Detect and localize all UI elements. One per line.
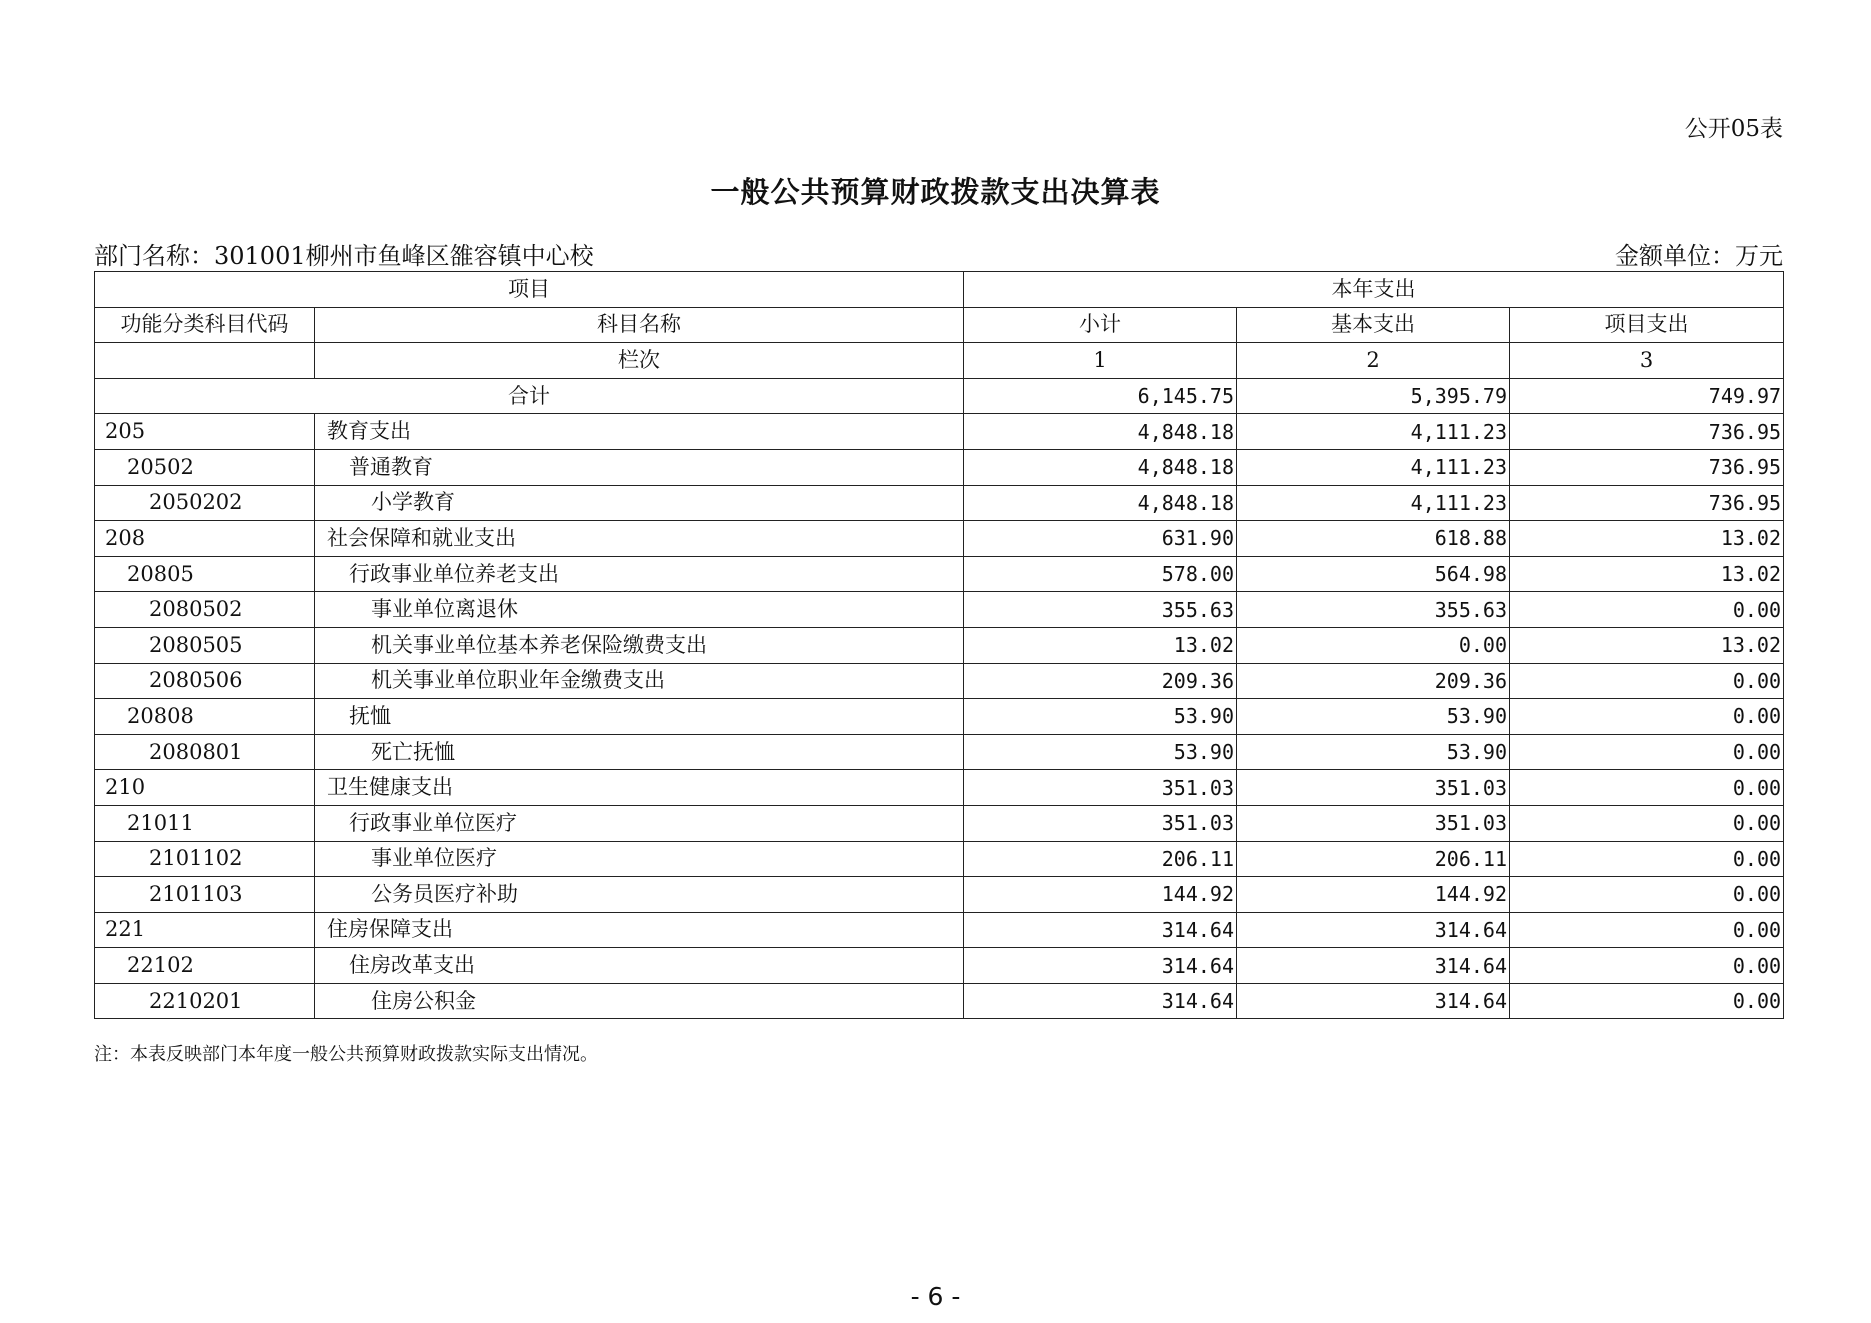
table-row: [95, 521, 1784, 557]
row-code: 20805: [95, 556, 315, 592]
row-name: 行政事业单位养老支出: [315, 556, 964, 592]
row-project: 736.95: [1510, 485, 1784, 521]
row-code: 2210201: [95, 983, 315, 1019]
row-code: 2080505: [95, 627, 315, 663]
row-code: 20502: [95, 449, 315, 485]
row-basic: 4,111.23: [1237, 414, 1510, 450]
row-code: 2101102: [95, 841, 315, 877]
table-row: [95, 414, 1784, 450]
row-basic: 4,111.23: [1237, 485, 1510, 521]
row-subtotal: 314.64: [964, 912, 1237, 948]
header-project: 项目支出: [1510, 307, 1784, 343]
amount-unit: 金额单位：万元: [1615, 242, 1783, 270]
row-name: 住房保障支出: [315, 912, 964, 948]
table-row: [95, 983, 1784, 1019]
row-project: 736.95: [1510, 449, 1784, 485]
row-code: 2080801: [95, 734, 315, 770]
row-subtotal: 351.03: [964, 805, 1237, 841]
header-subtotal: 小计: [964, 307, 1237, 343]
row-subtotal: 53.90: [964, 699, 1237, 735]
table-row: [95, 948, 1784, 984]
row-name: 行政事业单位医疗: [315, 805, 964, 841]
row-project: 736.95: [1510, 414, 1784, 450]
row-subtotal: 578.00: [964, 556, 1237, 592]
row-basic: 0.00: [1237, 627, 1510, 663]
table-row: [95, 627, 1784, 663]
row-name: 公务员医疗补助: [315, 877, 964, 913]
row-project: 0.00: [1510, 912, 1784, 948]
department-name: 部门名称：301001柳州市鱼峰区雒容镇中心校: [94, 242, 594, 270]
row-code: 21011: [95, 805, 315, 841]
row-project: 0.00: [1510, 592, 1784, 628]
table-row: [95, 485, 1784, 521]
row-basic: 618.88: [1237, 521, 1510, 557]
table-row: [95, 734, 1784, 770]
row-code: 2080506: [95, 663, 315, 699]
row-code: 205: [95, 414, 315, 450]
column-number-empty: [95, 343, 315, 379]
row-name: 教育支出: [315, 414, 964, 450]
table-row: [95, 805, 1784, 841]
row-basic: 351.03: [1237, 805, 1510, 841]
row-basic: 4,111.23: [1237, 449, 1510, 485]
row-project: 0.00: [1510, 948, 1784, 984]
total-project: 749.97: [1510, 378, 1784, 414]
row-project: 0.00: [1510, 699, 1784, 735]
row-basic: 53.90: [1237, 734, 1510, 770]
row-code: 2101103: [95, 877, 315, 913]
row-project: 0.00: [1510, 663, 1784, 699]
row-project: 13.02: [1510, 521, 1784, 557]
header-item: 项目: [95, 272, 964, 308]
row-subtotal: 4,848.18: [964, 414, 1237, 450]
header-row-1: [95, 272, 1784, 308]
row-name: 社会保障和就业支出: [315, 521, 964, 557]
row-subtotal: 631.90: [964, 521, 1237, 557]
table-row: [95, 770, 1784, 806]
page-title: 一般公共预算财政拨款支出决算表: [710, 175, 1161, 209]
row-code: 208: [95, 521, 315, 557]
row-name: 机关事业单位基本养老保险缴费支出: [315, 627, 964, 663]
table-row: [95, 449, 1784, 485]
row-name: 小学教育: [315, 485, 964, 521]
row-name: 卫生健康支出: [315, 770, 964, 806]
row-basic: 144.92: [1237, 877, 1510, 913]
table-row: [95, 699, 1784, 735]
row-name: 事业单位离退休: [315, 592, 964, 628]
row-subtotal: 4,848.18: [964, 449, 1237, 485]
table-row: [95, 556, 1784, 592]
row-code: 2080502: [95, 592, 315, 628]
row-project: 13.02: [1510, 556, 1784, 592]
row-name: 普通教育: [315, 449, 964, 485]
row-name: 死亡抚恤: [315, 734, 964, 770]
row-code: 221: [95, 912, 315, 948]
row-subtotal: 206.11: [964, 841, 1237, 877]
table-row: [95, 841, 1784, 877]
table-row: [95, 912, 1784, 948]
row-subtotal: 355.63: [964, 592, 1237, 628]
row-basic: 314.64: [1237, 912, 1510, 948]
total-basic: 5,395.79: [1237, 378, 1510, 414]
row-project: 0.00: [1510, 841, 1784, 877]
budget-table: [94, 271, 1784, 1019]
row-subtotal: 4,848.18: [964, 485, 1237, 521]
column-number-row: [95, 343, 1784, 379]
row-project: 0.00: [1510, 770, 1784, 806]
row-basic: 355.63: [1237, 592, 1510, 628]
form-number: 公开05表: [1684, 116, 1783, 142]
header-row-2: [95, 307, 1784, 343]
row-basic: 564.98: [1237, 556, 1510, 592]
row-project: 0.00: [1510, 983, 1784, 1019]
row-basic: 351.03: [1237, 770, 1510, 806]
row-subtotal: 314.64: [964, 948, 1237, 984]
row-subtotal: 53.90: [964, 734, 1237, 770]
row-code: 20808: [95, 699, 315, 735]
page-number: - 6 -: [910, 1282, 961, 1311]
row-subtotal: 144.92: [964, 877, 1237, 913]
row-subtotal: 209.36: [964, 663, 1237, 699]
row-code: 2050202: [95, 485, 315, 521]
row-name: 事业单位医疗: [315, 841, 964, 877]
row-project: 0.00: [1510, 734, 1784, 770]
row-subtotal: 13.02: [964, 627, 1237, 663]
column-label: 栏次: [315, 343, 964, 379]
column-number-1: 1: [964, 343, 1237, 379]
row-name: 抚恤: [315, 699, 964, 735]
column-number-3: 3: [1510, 343, 1784, 379]
row-code: 210: [95, 770, 315, 806]
row-basic: 209.36: [1237, 663, 1510, 699]
row-code: 22102: [95, 948, 315, 984]
header-name: 科目名称: [315, 307, 964, 343]
row-project: 0.00: [1510, 877, 1784, 913]
table-row: [95, 877, 1784, 913]
header-current-year: 本年支出: [964, 272, 1784, 308]
row-name: 机关事业单位职业年金缴费支出: [315, 663, 964, 699]
header-code: 功能分类科目代码: [95, 307, 315, 343]
row-basic: 53.90: [1237, 699, 1510, 735]
row-subtotal: 351.03: [964, 770, 1237, 806]
row-basic: 206.11: [1237, 841, 1510, 877]
row-project: 13.02: [1510, 627, 1784, 663]
total-row: [95, 378, 1784, 414]
row-basic: 314.64: [1237, 948, 1510, 984]
table-note: 注：本表反映部门本年度一般公共预算财政拨款实际支出情况。: [94, 1044, 598, 1065]
row-name: 住房改革支出: [315, 948, 964, 984]
total-subtotal: 6,145.75: [964, 378, 1237, 414]
table-row: [95, 663, 1784, 699]
row-basic: 314.64: [1237, 983, 1510, 1019]
row-name: 住房公积金: [315, 983, 964, 1019]
table-row: [95, 592, 1784, 628]
row-project: 0.00: [1510, 805, 1784, 841]
row-subtotal: 314.64: [964, 983, 1237, 1019]
total-label: 合计: [95, 378, 964, 414]
header-basic: 基本支出: [1237, 307, 1510, 343]
column-number-2: 2: [1237, 343, 1510, 379]
